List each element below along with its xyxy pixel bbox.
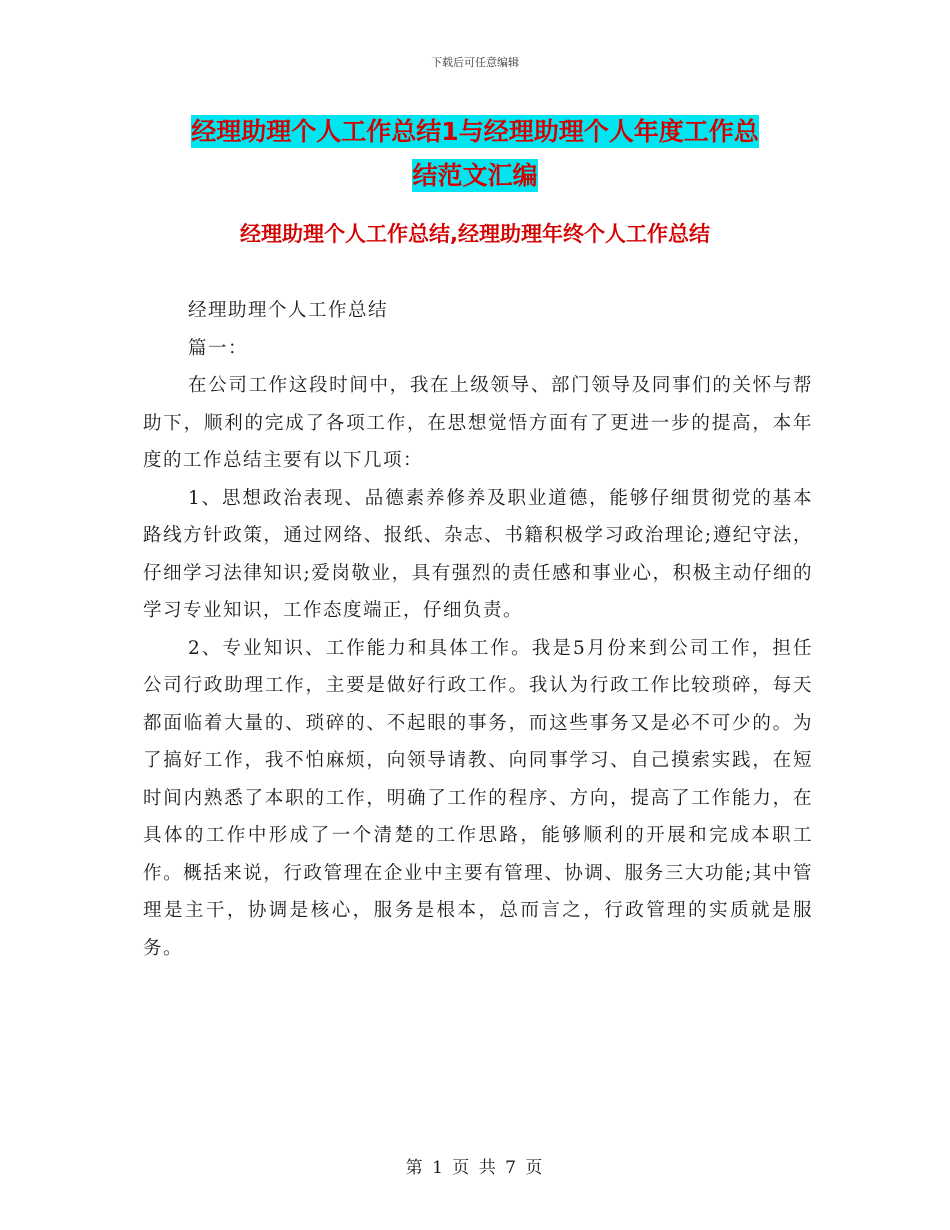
document-subtitle: 经理助理个人工作总结,经理助理年终个人工作总结: [240, 222, 710, 246]
section-heading: 经理助理个人工作总结: [188, 300, 389, 321]
page-footer: 第 1 页 共 7 页: [405, 1158, 545, 1178]
header-note: 下载后可任意编辑: [431, 56, 519, 69]
body-paragraph: 1、思想政治表现、品德素养修养及职业道德，能够仔细贯彻党的基本路线方针政策，通过网络、报纸、杂志、书籍积极学习政治理论;遵纪守法，仔细学习法律知识;爱岗敬业，具有强烈的责任感和事业心，积极主动仔细的学习专业知识，工作态度端正，仔细负责。: [143, 487, 813, 621]
title-line-2: 结范文汇编: [412, 161, 538, 190]
part-label: 篇一：: [188, 337, 249, 359]
body-paragraph: 2、专业知识、工作能力和具体工作。我是5月份来到公司工作，担任公司行政助理工作，主要是做好行政工作。我认为行政工作比较琐碎，每天都面临着大量的、琐碎的、不起眼的事务，而这些事务又是必不可少的。为了搞好工作，我不怕麻烦，向领导请教、向同事学习、自己摸索实践，在短时间内熟悉了本职的工作，明确了工作的程序、方向，提高了工作能力，在具体的工作中形成了一个清楚的工作思路，能够顺利的开展和完成本职工作。概括来说，行政管理在企业中主要有管理、协调、服务三大功能;其中管理是主干，协调是核心，服务是根本，总而言之，行政管理的实质就是服务。: [143, 637, 813, 959]
title-line-1: 经理助理个人工作总结1与经理助理个人年度工作总: [191, 117, 759, 146]
document-title: [0, 110, 950, 198]
body-paragraph: 在公司工作这段时间中，我在上级领导、部门领导及同事们的关怀与帮助下，顺利的完成了各项工作，在思想觉悟方面有了更进一步的提高，本年度的工作总结主要有以下几项：: [143, 375, 813, 471]
document-body: [143, 292, 813, 967]
